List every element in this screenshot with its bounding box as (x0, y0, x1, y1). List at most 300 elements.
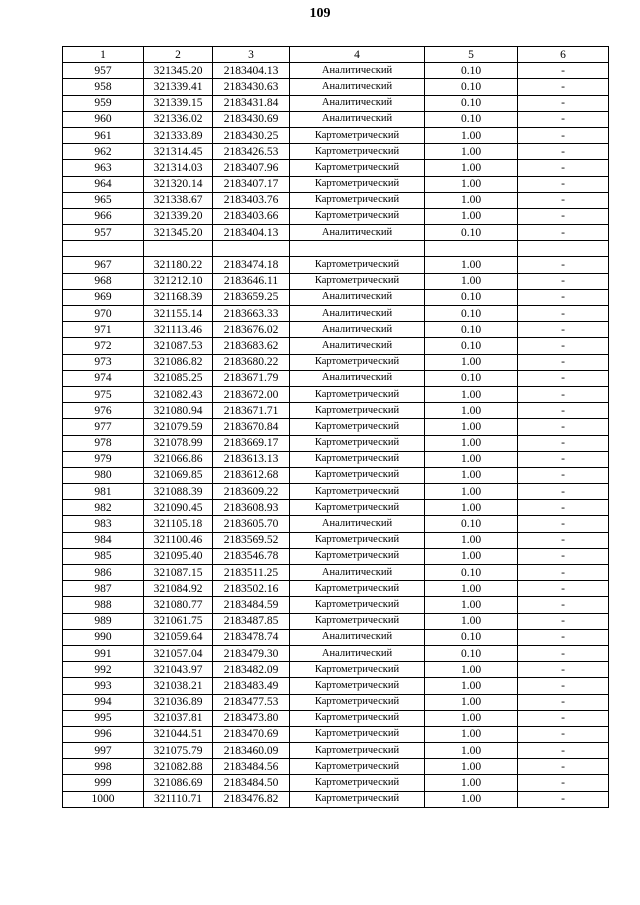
cell-method: Картометрический (290, 144, 425, 160)
cell-x-coordinate: 321168.39 (144, 289, 213, 305)
table-row (63, 370, 609, 386)
cell-x-coordinate: 321085.25 (144, 370, 213, 386)
cell-point-number: 989 (63, 613, 144, 629)
cell-method: Картометрический (290, 597, 425, 613)
cell-method: Картометрический (290, 710, 425, 726)
cell-point-number: 990 (63, 629, 144, 645)
table-row (63, 160, 609, 176)
cell-point-number: 968 (63, 273, 144, 289)
cell-accuracy: 0.10 (425, 306, 518, 322)
cell-point-number: 988 (63, 597, 144, 613)
cell-note: - (518, 662, 609, 678)
table-row (63, 662, 609, 678)
cell-y-coordinate: 2183612.68 (213, 467, 290, 483)
cell-method: Аналитический (290, 322, 425, 338)
cell-y-coordinate: 2183431.84 (213, 95, 290, 111)
cell-point-number: 977 (63, 419, 144, 435)
cell-y-coordinate: 2183430.25 (213, 127, 290, 143)
cell-x-coordinate: 321057.04 (144, 645, 213, 661)
cell-method: Картометрический (290, 484, 425, 500)
cell-point-number: 965 (63, 192, 144, 208)
table-row (63, 273, 609, 289)
cell-note: - (518, 225, 609, 241)
cell-x-coordinate: 321180.22 (144, 257, 213, 273)
table-row (63, 484, 609, 500)
cell-point-number: 961 (63, 127, 144, 143)
cell-method: Картометрический (290, 678, 425, 694)
cell-x-coordinate: 321059.64 (144, 629, 213, 645)
cell-note: - (518, 370, 609, 386)
table-row (63, 694, 609, 710)
cell-y-coordinate: 2183403.76 (213, 192, 290, 208)
cell-x-coordinate: 321100.46 (144, 532, 213, 548)
cell-y-coordinate: 2183478.74 (213, 629, 290, 645)
cell-note: - (518, 338, 609, 354)
cell-accuracy: 1.00 (425, 419, 518, 435)
table-row (63, 176, 609, 192)
cell-accuracy: 1.00 (425, 257, 518, 273)
cell-method: Картометрический (290, 775, 425, 791)
cell-accuracy: 1.00 (425, 743, 518, 759)
cell-accuracy: 0.10 (425, 565, 518, 581)
cell-note: - (518, 645, 609, 661)
cell-method: Картометрический (290, 791, 425, 807)
cell-point-number: 996 (63, 726, 144, 742)
cell-accuracy: 1.00 (425, 791, 518, 807)
cell-x-coordinate: 321037.81 (144, 710, 213, 726)
cell-y-coordinate: 2183669.17 (213, 435, 290, 451)
cell-x-coordinate: 321339.15 (144, 95, 213, 111)
cell-note: - (518, 775, 609, 791)
cell-x-coordinate: 321038.21 (144, 678, 213, 694)
cell-y-coordinate: 2183680.22 (213, 354, 290, 370)
table-row (63, 63, 609, 79)
coordinates-table (62, 46, 609, 808)
cell-note: - (518, 403, 609, 419)
table-row (63, 516, 609, 532)
cell-y-coordinate: 2183477.53 (213, 694, 290, 710)
cell-x-coordinate: 321075.79 (144, 743, 213, 759)
cell-y-coordinate: 2183484.59 (213, 597, 290, 613)
cell-method: Картометрический (290, 160, 425, 176)
cell-y-coordinate: 2183482.09 (213, 662, 290, 678)
table-row (63, 775, 609, 791)
table-row (63, 95, 609, 111)
cell-accuracy: 0.10 (425, 289, 518, 305)
cell-note: - (518, 694, 609, 710)
cell-accuracy: 0.10 (425, 63, 518, 79)
cell-accuracy: 1.00 (425, 467, 518, 483)
cell-x-coordinate: 321212.10 (144, 273, 213, 289)
table-row (63, 743, 609, 759)
cell-point-number: 993 (63, 678, 144, 694)
cell-accuracy: 1.00 (425, 273, 518, 289)
cell-x-coordinate: 321314.45 (144, 144, 213, 160)
cell-point-number: 964 (63, 176, 144, 192)
cell-accuracy: 1.00 (425, 694, 518, 710)
cell-y-coordinate: 2183403.66 (213, 208, 290, 224)
cell-point-number: 975 (63, 386, 144, 402)
cell-x-coordinate: 321339.41 (144, 79, 213, 95)
table-row (63, 451, 609, 467)
cell-accuracy: 1.00 (425, 726, 518, 742)
cell-point-number: 973 (63, 354, 144, 370)
cell-point-number: 967 (63, 257, 144, 273)
cell-accuracy: 0.10 (425, 516, 518, 532)
cell-point-number: 991 (63, 645, 144, 661)
cell-point-number: 987 (63, 581, 144, 597)
cell-y-coordinate: 2183569.52 (213, 532, 290, 548)
table-row (63, 192, 609, 208)
cell-method: Картометрический (290, 694, 425, 710)
table-row (63, 419, 609, 435)
table-row (63, 79, 609, 95)
cell-y-coordinate: 2183426.53 (213, 144, 290, 160)
cell-x-coordinate: 321155.14 (144, 306, 213, 322)
table-row (63, 467, 609, 483)
cell-method: Картометрический (290, 581, 425, 597)
cell-note: - (518, 257, 609, 273)
cell-note: - (518, 791, 609, 807)
cell-point-number: 969 (63, 289, 144, 305)
cell-x-coordinate: 321069.85 (144, 467, 213, 483)
table-row (63, 597, 609, 613)
table-row (63, 208, 609, 224)
cell-x-coordinate: 321113.46 (144, 322, 213, 338)
table-row (63, 403, 609, 419)
cell-x-coordinate: 321345.20 (144, 63, 213, 79)
cell-x-coordinate: 321086.82 (144, 354, 213, 370)
cell-y-coordinate: 2183608.93 (213, 500, 290, 516)
cell-point-number: 985 (63, 548, 144, 564)
cell-y-coordinate: 2183473.80 (213, 710, 290, 726)
cell-y-coordinate: 2183476.82 (213, 791, 290, 807)
table-row (63, 338, 609, 354)
cell-method: Картометрический (290, 613, 425, 629)
cell-accuracy: 1.00 (425, 678, 518, 694)
cell-point-number: 957 (63, 225, 144, 241)
cell-point-number: 958 (63, 79, 144, 95)
cell-y-coordinate: 2183484.50 (213, 775, 290, 791)
cell-method: Картометрический (290, 500, 425, 516)
cell-accuracy: 0.10 (425, 370, 518, 386)
cell-point-number: 992 (63, 662, 144, 678)
cell-point-number: 986 (63, 565, 144, 581)
cell-accuracy: 1.00 (425, 484, 518, 500)
cell-note: - (518, 306, 609, 322)
cell-x-coordinate: 321087.15 (144, 565, 213, 581)
table-row (63, 613, 609, 629)
cell-y-coordinate: 2183671.79 (213, 370, 290, 386)
table-row (63, 759, 609, 775)
cell-note: - (518, 322, 609, 338)
column-header-y-coordinate: 3 (213, 47, 290, 63)
cell-note: - (518, 743, 609, 759)
table-row (63, 241, 609, 257)
cell-accuracy: 0.10 (425, 645, 518, 661)
cell-y-coordinate: 2183404.13 (213, 225, 290, 241)
cell-x-coordinate: 321061.75 (144, 613, 213, 629)
cell-accuracy: 1.00 (425, 144, 518, 160)
cell-x-coordinate: 321088.39 (144, 484, 213, 500)
cell-y-coordinate: 2183484.56 (213, 759, 290, 775)
cell-point-number: 970 (63, 306, 144, 322)
cell-method: Картометрический (290, 435, 425, 451)
cell-method: Аналитический (290, 63, 425, 79)
cell-y-coordinate: 2183430.63 (213, 79, 290, 95)
cell-point-number: 962 (63, 144, 144, 160)
cell-note: - (518, 63, 609, 79)
cell-note: - (518, 532, 609, 548)
column-header-note: 6 (518, 47, 609, 63)
cell-method: Картометрический (290, 386, 425, 402)
cell-y-coordinate: 2183474.18 (213, 257, 290, 273)
cell-accuracy: 0.10 (425, 322, 518, 338)
cell-accuracy: 0.10 (425, 225, 518, 241)
cell-y-coordinate: 2183511.25 (213, 565, 290, 581)
cell-accuracy: 1.00 (425, 435, 518, 451)
cell-accuracy: 0.10 (425, 79, 518, 95)
cell-point-number: 957 (63, 63, 144, 79)
cell-point-number: 960 (63, 111, 144, 127)
cell-accuracy: 0.10 (425, 111, 518, 127)
table-row (63, 710, 609, 726)
cell-x-coordinate: 321345.20 (144, 225, 213, 241)
cell-method: Аналитический (290, 645, 425, 661)
cell-note: - (518, 710, 609, 726)
cell-y-coordinate: 2183683.62 (213, 338, 290, 354)
cell-note: - (518, 759, 609, 775)
cell-note: - (518, 581, 609, 597)
column-header-accuracy: 5 (425, 47, 518, 63)
table-row (63, 500, 609, 516)
cell-point-number: 983 (63, 516, 144, 532)
cell-point-number: 994 (63, 694, 144, 710)
cell-note: - (518, 678, 609, 694)
cell-accuracy: 1.00 (425, 759, 518, 775)
cell-x-coordinate: 321082.88 (144, 759, 213, 775)
cell-method: Картометрический (290, 257, 425, 273)
cell-accuracy: 1.00 (425, 710, 518, 726)
cell-y-coordinate: 2183605.70 (213, 516, 290, 532)
cell-method: Картометрический (290, 532, 425, 548)
cell-point-number: 972 (63, 338, 144, 354)
cell-accuracy: 1.00 (425, 192, 518, 208)
cell-x-coordinate: 321080.77 (144, 597, 213, 613)
cell-note: - (518, 435, 609, 451)
cell-note: - (518, 144, 609, 160)
page-number: 109 (309, 6, 331, 21)
cell-note: - (518, 176, 609, 192)
cell-method: Аналитический (290, 111, 425, 127)
cell-note: - (518, 484, 609, 500)
cell-y-coordinate: 2183407.96 (213, 160, 290, 176)
cell-accuracy: 1.00 (425, 775, 518, 791)
cell-x-coordinate (144, 241, 213, 257)
cell-accuracy: 1.00 (425, 597, 518, 613)
cell-point-number: 980 (63, 467, 144, 483)
table-row (63, 386, 609, 402)
cell-point-number: 998 (63, 759, 144, 775)
cell-point-number: 999 (63, 775, 144, 791)
cell-y-coordinate: 2183613.13 (213, 451, 290, 467)
cell-note: - (518, 500, 609, 516)
cell-method: Картометрический (290, 662, 425, 678)
cell-accuracy: 1.00 (425, 581, 518, 597)
cell-y-coordinate: 2183659.25 (213, 289, 290, 305)
cell-accuracy: 1.00 (425, 548, 518, 564)
cell-method: Аналитический (290, 95, 425, 111)
cell-note: - (518, 451, 609, 467)
cell-method: Картометрический (290, 759, 425, 775)
cell-point-number: 981 (63, 484, 144, 500)
cell-method: Аналитический (290, 338, 425, 354)
cell-accuracy: 1.00 (425, 532, 518, 548)
cell-method (290, 241, 425, 257)
cell-y-coordinate: 2183546.78 (213, 548, 290, 564)
cell-y-coordinate: 2183609.22 (213, 484, 290, 500)
cell-y-coordinate: 2183663.33 (213, 306, 290, 322)
cell-note: - (518, 208, 609, 224)
cell-note: - (518, 467, 609, 483)
cell-point-number: 984 (63, 532, 144, 548)
cell-x-coordinate: 321079.59 (144, 419, 213, 435)
cell-note: - (518, 273, 609, 289)
cell-method: Картометрический (290, 726, 425, 742)
cell-method: Картометрический (290, 403, 425, 419)
cell-point-number: 971 (63, 322, 144, 338)
table-row (63, 565, 609, 581)
table-row (63, 289, 609, 305)
table-row (63, 144, 609, 160)
cell-x-coordinate: 321043.97 (144, 662, 213, 678)
cell-method: Аналитический (290, 79, 425, 95)
cell-point-number: 997 (63, 743, 144, 759)
cell-point-number: 995 (63, 710, 144, 726)
cell-note: - (518, 419, 609, 435)
cell-x-coordinate: 321066.86 (144, 451, 213, 467)
cell-method: Аналитический (290, 629, 425, 645)
cell-y-coordinate: 2183470.69 (213, 726, 290, 742)
cell-note: - (518, 289, 609, 305)
cell-x-coordinate: 321036.89 (144, 694, 213, 710)
cell-x-coordinate: 321078.99 (144, 435, 213, 451)
cell-method: Картометрический (290, 192, 425, 208)
cell-y-coordinate: 2183460.09 (213, 743, 290, 759)
cell-accuracy: 1.00 (425, 127, 518, 143)
cell-point-number: 1000 (63, 791, 144, 807)
cell-point-number: 978 (63, 435, 144, 451)
cell-x-coordinate: 321095.40 (144, 548, 213, 564)
cell-note: - (518, 597, 609, 613)
table-row (63, 548, 609, 564)
cell-method: Аналитический (290, 289, 425, 305)
cell-y-coordinate: 2183671.71 (213, 403, 290, 419)
table-header-row (63, 47, 609, 63)
cell-accuracy: 0.10 (425, 95, 518, 111)
cell-method: Картометрический (290, 419, 425, 435)
cell-note: - (518, 111, 609, 127)
table-row (63, 645, 609, 661)
table-row (63, 127, 609, 143)
cell-x-coordinate: 321339.20 (144, 208, 213, 224)
cell-method: Картометрический (290, 451, 425, 467)
cell-point-number: 963 (63, 160, 144, 176)
column-header-x-coordinate: 2 (144, 47, 213, 63)
table-row (63, 257, 609, 273)
cell-y-coordinate: 2183646.11 (213, 273, 290, 289)
table-row (63, 111, 609, 127)
table-row (63, 791, 609, 807)
cell-accuracy: 1.00 (425, 354, 518, 370)
cell-accuracy: 1.00 (425, 160, 518, 176)
cell-x-coordinate: 321084.92 (144, 581, 213, 597)
cell-y-coordinate: 2183407.17 (213, 176, 290, 192)
cell-point-number: 974 (63, 370, 144, 386)
cell-accuracy: 1.00 (425, 176, 518, 192)
cell-y-coordinate: 2183483.49 (213, 678, 290, 694)
cell-y-coordinate (213, 241, 290, 257)
cell-point-number (63, 241, 144, 257)
cell-note: - (518, 127, 609, 143)
table-row (63, 678, 609, 694)
cell-x-coordinate: 321314.03 (144, 160, 213, 176)
cell-note: - (518, 565, 609, 581)
cell-y-coordinate: 2183430.69 (213, 111, 290, 127)
table-row (63, 322, 609, 338)
cell-note: - (518, 160, 609, 176)
cell-method: Картометрический (290, 176, 425, 192)
cell-note: - (518, 516, 609, 532)
cell-accuracy: 1.00 (425, 208, 518, 224)
cell-y-coordinate: 2183502.16 (213, 581, 290, 597)
cell-x-coordinate: 321336.02 (144, 111, 213, 127)
cell-x-coordinate: 321090.45 (144, 500, 213, 516)
cell-y-coordinate: 2183670.84 (213, 419, 290, 435)
cell-note: - (518, 354, 609, 370)
cell-accuracy: 0.10 (425, 629, 518, 645)
cell-accuracy: 1.00 (425, 386, 518, 402)
cell-method: Картометрический (290, 208, 425, 224)
table-row (63, 354, 609, 370)
cell-x-coordinate: 321320.14 (144, 176, 213, 192)
cell-note: - (518, 613, 609, 629)
cell-method: Аналитический (290, 225, 425, 241)
cell-y-coordinate: 2183487.85 (213, 613, 290, 629)
cell-accuracy: 1.00 (425, 662, 518, 678)
table-row (63, 435, 609, 451)
cell-y-coordinate: 2183479.30 (213, 645, 290, 661)
cell-point-number: 976 (63, 403, 144, 419)
cell-note (518, 241, 609, 257)
cell-method: Картометрический (290, 467, 425, 483)
cell-accuracy: 1.00 (425, 500, 518, 516)
cell-x-coordinate: 321333.89 (144, 127, 213, 143)
cell-point-number: 966 (63, 208, 144, 224)
table-row (63, 306, 609, 322)
cell-note: - (518, 548, 609, 564)
table-row (63, 581, 609, 597)
cell-method: Картометрический (290, 548, 425, 564)
cell-method: Картометрический (290, 354, 425, 370)
cell-x-coordinate: 321105.18 (144, 516, 213, 532)
cell-x-coordinate: 321044.51 (144, 726, 213, 742)
cell-note: - (518, 386, 609, 402)
cell-y-coordinate: 2183404.13 (213, 63, 290, 79)
cell-method: Картометрический (290, 273, 425, 289)
cell-point-number: 982 (63, 500, 144, 516)
cell-y-coordinate: 2183676.02 (213, 322, 290, 338)
